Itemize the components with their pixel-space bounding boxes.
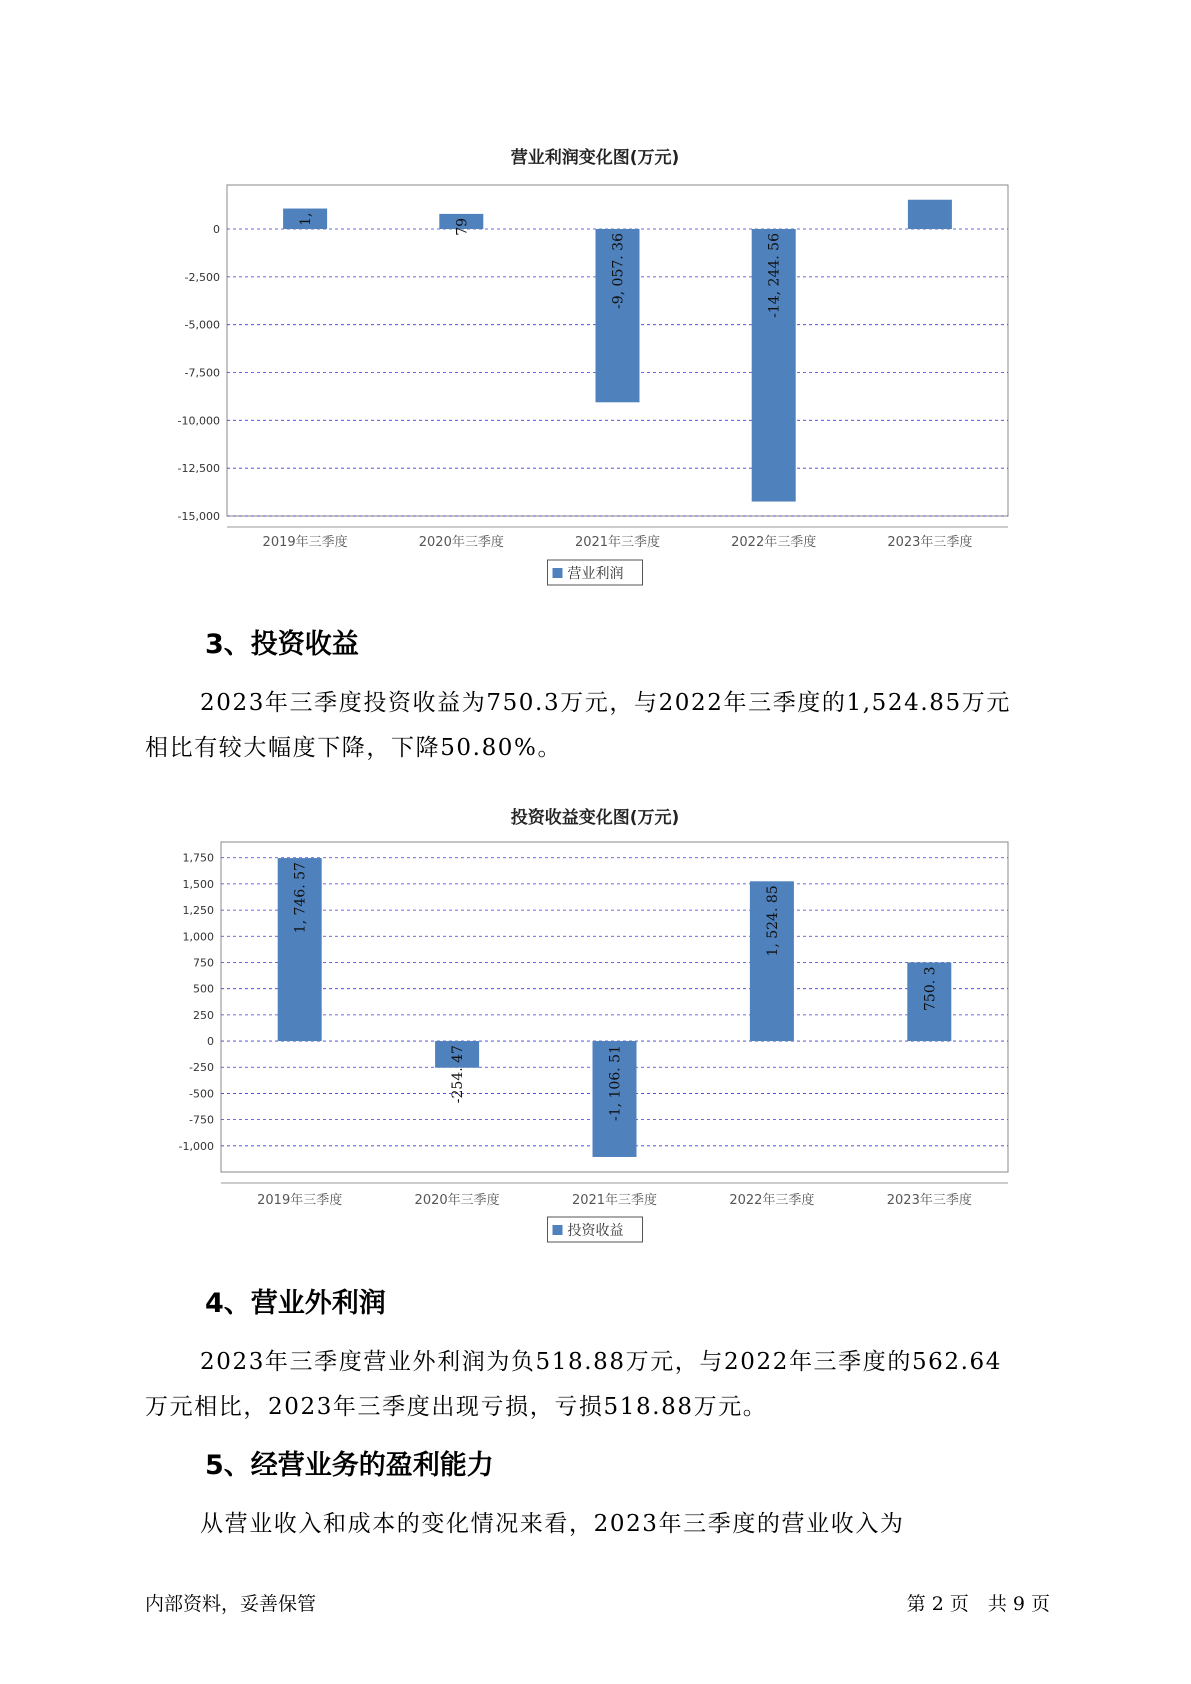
investment-income-chart	[0, 800, 1191, 1250]
y-tick-label: -2,500	[184, 270, 220, 284]
y-tick-label: 250	[193, 1008, 214, 1022]
section-3-paragraph	[145, 681, 1060, 771]
category-label: 2023年三季度	[887, 535, 973, 550]
section-5-line-1: 从营业收入和成本的变化情况来看，2023年三季度的营业收入为	[200, 1511, 905, 1537]
section-4-line-1: 2023年三季度营业外利润为负518.88万元，与2022年三季度的562.64	[200, 1349, 1003, 1375]
y-tick-label: -250	[189, 1061, 214, 1075]
data-label: 1, 746. 57	[292, 862, 309, 934]
section-3-line-2: 相比有较大幅度下降，下降50.80%。	[145, 735, 563, 761]
footer-confidential-note: 内部资料，妥善保管	[145, 1593, 317, 1615]
category-label: 2020年三季度	[418, 535, 504, 550]
data-label: 1,	[298, 212, 315, 226]
category-label: 2022年三季度	[729, 1193, 815, 1208]
category-label: 2019年三季度	[262, 535, 348, 550]
section-3-line-1: 2023年三季度投资收益为750.3万元，与2022年三季度的1,524.85万元	[200, 690, 1011, 716]
y-tick-label: 500	[193, 982, 214, 996]
y-tick-label: 1,500	[182, 877, 214, 891]
y-tick-label: -500	[189, 1087, 214, 1101]
category-label: 2021年三季度	[571, 1193, 658, 1208]
section-4-heading: 4、营业外利润	[205, 1288, 386, 1319]
category-label: 2019年三季度	[257, 1193, 343, 1208]
category-label: 2020年三季度	[414, 1193, 500, 1208]
y-tick-label: -12,500	[177, 462, 220, 476]
data-label: 1, 524. 85	[764, 885, 781, 957]
section-3-heading: 3、投资收益	[205, 629, 359, 660]
section-4-paragraph	[145, 1340, 1060, 1430]
chart-title: 营业利润变化图(万元)	[510, 148, 680, 168]
y-tick-label: -15,000	[177, 510, 220, 523]
legend-swatch	[553, 568, 563, 578]
y-tick-label: -7,500	[184, 366, 220, 380]
data-label: 79	[454, 217, 471, 236]
y-tick-label: 0	[213, 223, 220, 237]
y-tick-label: 750	[193, 956, 214, 970]
section-5-heading: 5、经营业务的盈利能力	[205, 1450, 494, 1481]
y-tick-label: -10,000	[177, 414, 220, 428]
data-label: -14, 244. 56	[766, 233, 783, 318]
footer-page-number: 第 2 页 共 9 页	[906, 1593, 1050, 1615]
y-tick-label: 1,750	[182, 851, 214, 865]
category-label: 2023年三季度	[886, 1193, 972, 1208]
data-label: -9, 057. 36	[610, 233, 627, 309]
section-4-line-2: 万元相比，2023年三季度出现亏损，亏损518.88万元。	[145, 1394, 768, 1420]
operating-profit-chart-svg	[0, 0, 1191, 600]
category-label: 2021年三季度	[574, 535, 661, 550]
y-tick-label: 1,250	[182, 904, 214, 918]
chart-title: 投资收益变化图(万元)	[510, 808, 680, 828]
data-label: -1, 106. 51	[607, 1045, 624, 1122]
y-tick-label: -750	[189, 1113, 214, 1127]
operating-profit-chart	[0, 0, 1191, 600]
y-tick-label: -1,000	[178, 1139, 214, 1153]
legend-label: 投资收益	[567, 1223, 624, 1239]
y-tick-label: 0	[207, 1035, 214, 1049]
data-label: -254. 47	[450, 1045, 467, 1104]
y-tick-label: 1,000	[182, 930, 214, 944]
legend-label: 营业利润	[567, 566, 624, 582]
category-label: 2022年三季度	[731, 535, 817, 550]
investment-income-chart-svg	[0, 800, 1191, 1250]
legend-swatch	[553, 1225, 563, 1235]
section-5-paragraph	[145, 1502, 1060, 1547]
y-tick-label: -5,000	[184, 318, 220, 332]
bar-2023年三季度	[908, 200, 952, 229]
data-label: 750. 3	[922, 966, 939, 1011]
